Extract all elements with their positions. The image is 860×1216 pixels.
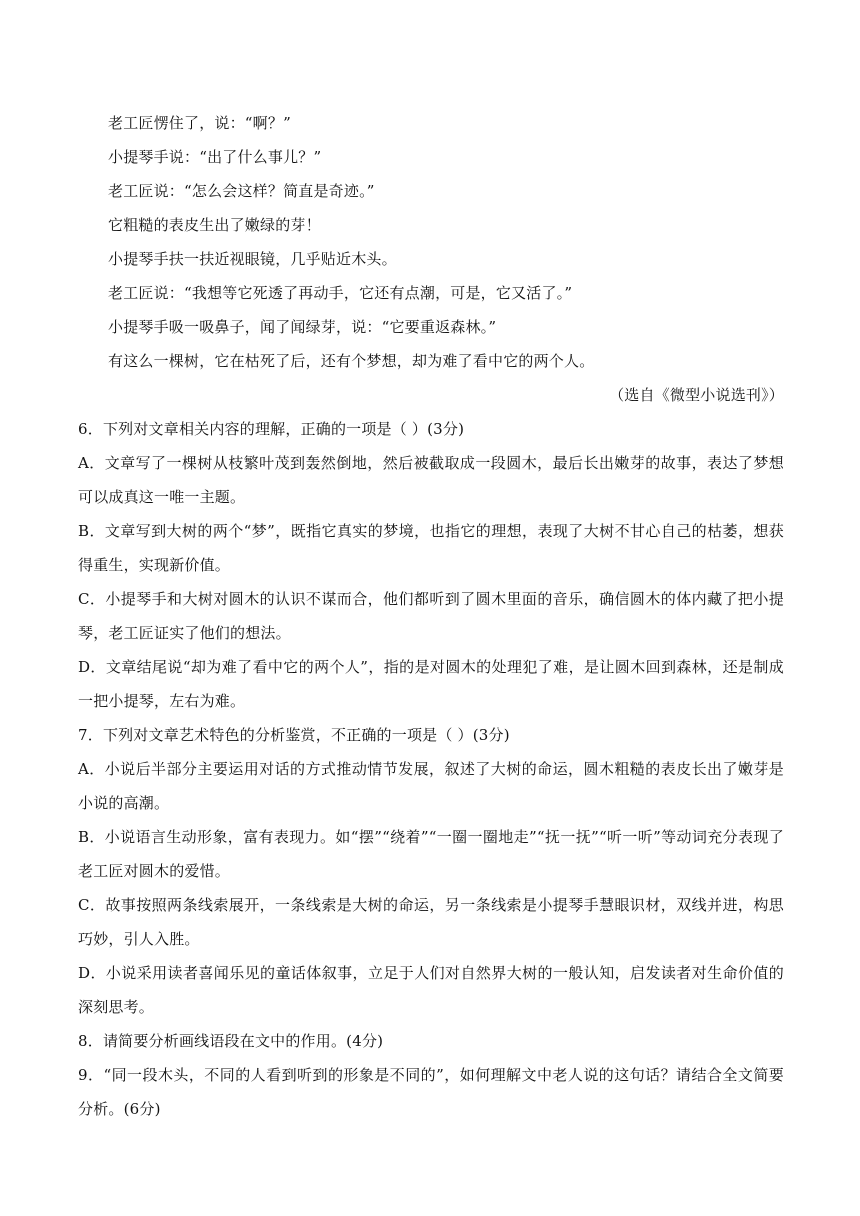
story-paragraph: 它粗糙的表皮生出了嫩绿的芽！ [108, 216, 321, 234]
story-paragraph: 老工匠说：“我想等它死透了再动手，它还有点潮，可是，它又活了。” [108, 284, 573, 302]
story-paragraph: 小提琴手吸一吸鼻子，闻了闻绿芽，说：“它要重返森林。” [108, 318, 497, 336]
question-6-option-d: D．文章结尾说“却为难了看中它的两个人”，指的是对圆木的处理犯了难，是让圆木回到森林，还是制成一把小提琴，左右为难。 [78, 658, 784, 710]
story-paragraph: 有这么一棵树，它在枯死了后，还有个梦想，却为难了看中它的两个人。 [108, 352, 595, 370]
story-paragraph: 小提琴手扶一扶近视眼镜，几乎贴近木头。 [108, 250, 397, 268]
question-6-option-b: B．文章写到大树的两个“梦”，既指它真实的梦境，也指它的理想，表现了大树不甘心自己的枯萎，想获得重生，实现新价值。 [78, 522, 784, 574]
question-7-option-a: A．小说后半部分主要运用对话的方式推动情节发展，叙述了大树的命运，圆木粗糙的表皮长出了嫩芽是小说的高潮。 [78, 760, 784, 812]
document-body [78, 106, 784, 1126]
story-paragraph: 老工匠说：“怎么会这样？简直是奇迹。” [108, 182, 375, 200]
question-7-stem: 7．下列对文章艺术特色的分析鉴赏，不正确的一项是（ ）(3分) [78, 726, 510, 744]
story-paragraph: 老工匠愣住了，说：“啊？” [108, 114, 291, 132]
question-6-option-a: A．文章写了一棵树从枝繁叶茂到轰然倒地，然后被截取成一段圆木，最后长出嫩芽的故事，表达了梦想可以成真这一唯一主题。 [78, 454, 784, 506]
question-8: 8．请简要分析画线语段在文中的作用。(4分) [78, 1032, 384, 1050]
story-paragraph: 小提琴手说：“出了什么事儿？” [108, 148, 322, 166]
question-6-stem: 6．下列对文章相关内容的理解，正确的一项是（ ）(3分) [78, 420, 465, 438]
question-7-option-c: C．故事按照两条线索展开，一条线索是大树的命运，另一条线索是小提琴手慧眼识材，双线并进，构思巧妙，引人入胜。 [78, 896, 784, 948]
question-6-option-c: C．小提琴手和大树对圆木的认识不谋而合，他们都听到了圆木里面的音乐，确信圆木的体内藏了把小提琴，老工匠证实了他们的想法。 [78, 590, 784, 642]
question-7-option-b: B．小说语言生动形象，富有表现力。如“摆”“绕着”“一圈一圈地走”“抚一抚”“听一听”等动词充分表现了老工匠对圆木的爱惜。 [78, 828, 784, 880]
question-7-option-d: D．小说采用读者喜闻乐见的童话体叙事，立足于人们对自然界大树的一般认知，启发读者对生命价值的深刻思考。 [78, 964, 784, 1016]
question-9: 9．“同一段木头，不同的人看到听到的形象是不同的”，如何理解文中老人说的这句话？请结合全文简要分析。(6分) [78, 1066, 784, 1118]
story-source: （选自《微型小说选刊》） [609, 386, 784, 404]
